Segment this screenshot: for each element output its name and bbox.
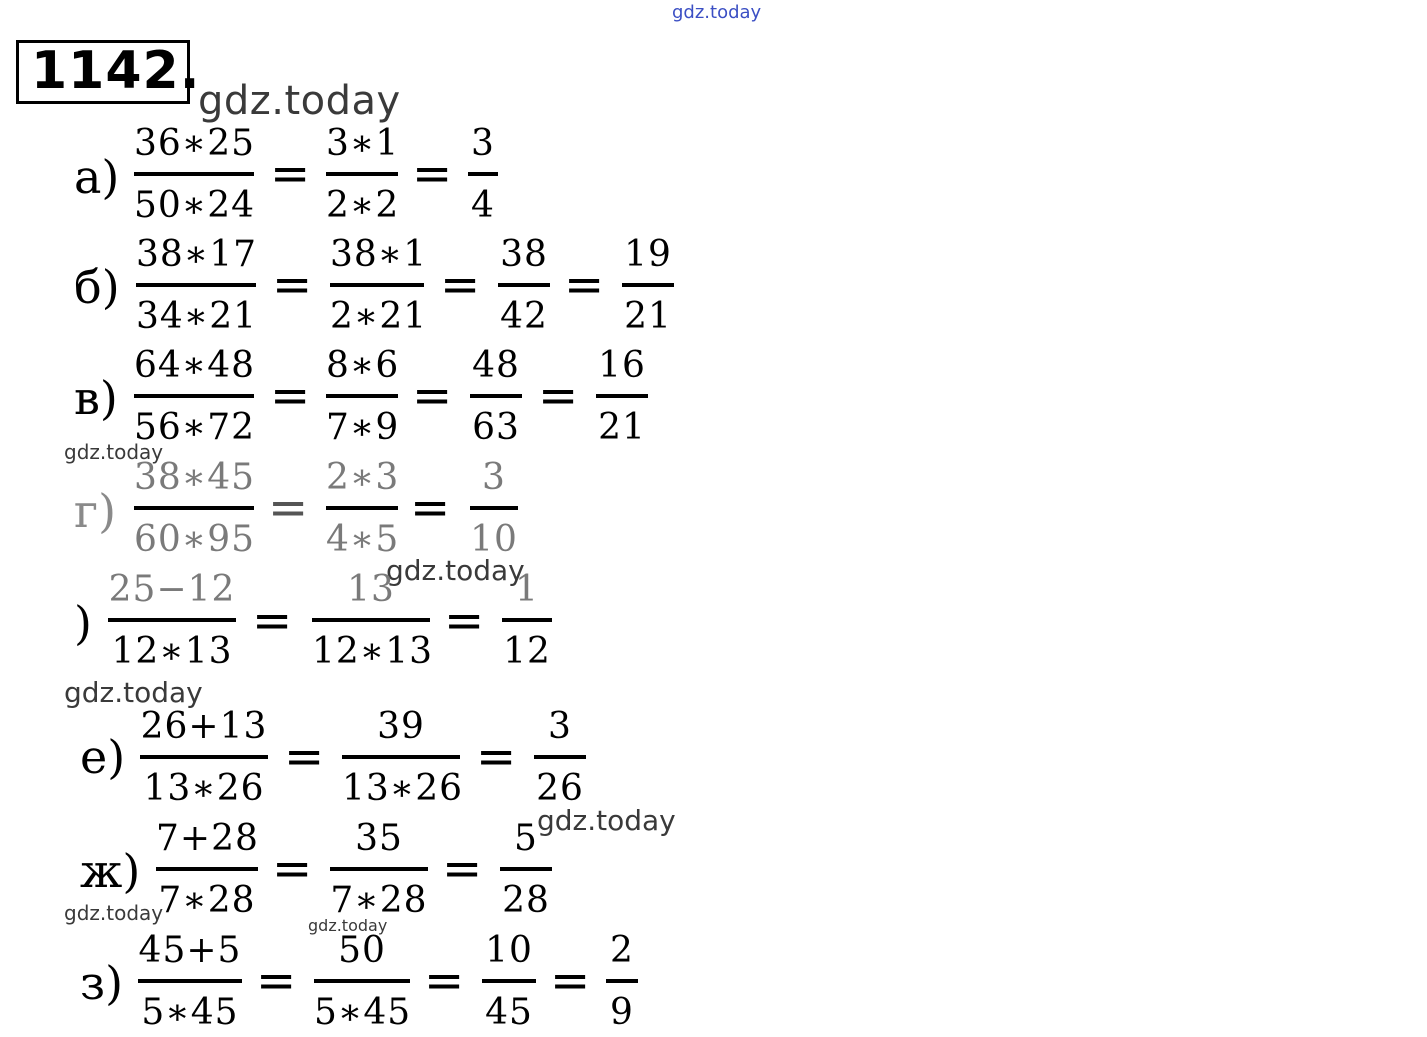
- equals-sign: =: [538, 368, 579, 424]
- denominator: 50∗24: [134, 185, 256, 226]
- fraction-bar: [534, 755, 586, 759]
- denominator: 63: [472, 407, 520, 448]
- equals-sign: =: [272, 841, 313, 897]
- fraction-bar: [138, 979, 242, 983]
- denominator: 4∗5: [326, 519, 400, 560]
- watermark-top: gdz.today: [672, 2, 762, 23]
- row-label: ): [74, 596, 92, 650]
- fraction: [622, 233, 674, 339]
- equals-sign: =: [424, 953, 465, 1009]
- fraction: [314, 929, 410, 1035]
- denominator: 7∗9: [326, 407, 400, 448]
- numerator: 3: [482, 457, 506, 498]
- equals-sign: =: [268, 480, 309, 536]
- numerator: 7+28: [156, 818, 259, 859]
- numerator: 45+5: [138, 930, 242, 971]
- fraction: [326, 122, 398, 228]
- denominator: 28: [502, 880, 550, 921]
- fraction-bar: [326, 394, 398, 398]
- fraction: [502, 568, 552, 674]
- fraction: [326, 456, 398, 562]
- denominator: 12: [503, 631, 551, 672]
- denominator: 5∗45: [141, 992, 239, 1033]
- fraction: [140, 705, 268, 811]
- denominator: 13∗26: [342, 768, 464, 809]
- equals-sign: =: [410, 480, 451, 536]
- denominator: 26: [536, 768, 584, 809]
- fraction: [330, 233, 428, 339]
- numerator: 64∗48: [134, 345, 256, 386]
- equals-sign: =: [440, 257, 481, 313]
- row-label: в): [74, 371, 118, 425]
- row-label: ж): [80, 844, 141, 898]
- watermark-left-2: gdz.today: [64, 676, 203, 709]
- fraction-bar: [330, 867, 428, 871]
- watermark-header: gdz.today: [198, 78, 401, 124]
- fraction-bar: [134, 172, 254, 176]
- fraction-bar: [134, 394, 254, 398]
- watermark-right: gdz.today: [537, 804, 676, 837]
- fraction: [470, 456, 518, 562]
- fraction-bar: [330, 283, 424, 287]
- numerator: 38∗1: [330, 234, 428, 275]
- numerator: 48: [472, 345, 520, 386]
- fraction: [108, 568, 236, 674]
- fraction-bar: [326, 172, 398, 176]
- equals-sign: =: [564, 257, 605, 313]
- fraction: [468, 122, 498, 228]
- equals-sign: =: [272, 257, 313, 313]
- fraction: [326, 344, 398, 450]
- denominator: 45: [485, 992, 533, 1033]
- fraction-bar: [482, 979, 536, 983]
- equals-sign: =: [252, 593, 293, 649]
- numerator: 38∗17: [136, 234, 258, 275]
- equals-sign: =: [550, 953, 591, 1009]
- denominator: 2∗2: [326, 185, 400, 226]
- fraction-bar: [314, 979, 410, 983]
- fraction-bar: [500, 867, 552, 871]
- fraction-bar: [622, 283, 674, 287]
- row-label: б): [74, 260, 120, 314]
- fraction: [500, 817, 552, 923]
- equals-sign: =: [444, 593, 485, 649]
- fraction-bar: [468, 172, 498, 176]
- numerator: 3: [471, 123, 495, 164]
- fraction-bar: [312, 618, 430, 622]
- denominator: 7∗28: [330, 880, 428, 921]
- denominator: 2∗21: [330, 296, 428, 337]
- denominator: 21: [598, 407, 646, 448]
- fraction-bar: [596, 394, 648, 398]
- fraction-bar: [108, 618, 236, 622]
- fraction-bar: [136, 283, 256, 287]
- numerator: 50: [338, 930, 386, 971]
- denominator: 12∗13: [111, 631, 233, 672]
- fraction-bar: [498, 283, 550, 287]
- numerator: 38: [500, 234, 548, 275]
- row-label: з): [80, 956, 124, 1010]
- denominator: 5∗45: [314, 992, 412, 1033]
- equals-sign: =: [256, 953, 297, 1009]
- problem-number: 1142.: [16, 40, 190, 104]
- watermark-middle: gdz.today: [386, 554, 525, 587]
- denominator: 13∗26: [143, 768, 265, 809]
- denominator: 4: [471, 185, 495, 226]
- numerator: 1: [515, 569, 539, 610]
- numerator: 25−12: [108, 569, 236, 610]
- numerator: 19: [624, 234, 672, 275]
- denominator: 21: [624, 296, 672, 337]
- numerator: 39: [377, 706, 425, 747]
- fraction-bar: [606, 979, 638, 983]
- fraction-bar: [470, 394, 522, 398]
- equals-sign: =: [284, 729, 325, 785]
- numerator: 16: [598, 345, 646, 386]
- fraction: [136, 233, 256, 339]
- fraction: [312, 568, 434, 674]
- fraction-bar: [342, 755, 460, 759]
- denominator: 12∗13: [312, 631, 434, 672]
- fraction-bar: [140, 755, 268, 759]
- denominator: 56∗72: [134, 407, 256, 448]
- fraction: [134, 456, 254, 562]
- numerator: 2: [610, 930, 634, 971]
- fraction-bar: [326, 506, 398, 510]
- numerator: 2∗3: [326, 457, 400, 498]
- equals-sign: =: [412, 146, 453, 202]
- numerator: 8∗6: [326, 345, 400, 386]
- numerator: 3: [548, 706, 572, 747]
- denominator: 10: [470, 519, 518, 560]
- numerator: 13: [347, 569, 395, 610]
- fraction-bar: [156, 867, 258, 871]
- fraction: [498, 233, 550, 339]
- denominator: 60∗95: [134, 519, 256, 560]
- fraction: [606, 929, 638, 1035]
- watermark-left-1: gdz.today: [64, 440, 164, 464]
- numerator: 36∗25: [134, 123, 256, 164]
- fraction: [156, 817, 258, 923]
- row-label: г): [74, 484, 117, 538]
- fraction: [534, 705, 586, 811]
- fraction: [342, 705, 464, 811]
- numerator: 38∗45: [134, 457, 256, 498]
- denominator: 34∗21: [136, 296, 258, 337]
- fraction-bar: [502, 618, 552, 622]
- fraction: [138, 929, 242, 1035]
- equals-sign: =: [442, 841, 483, 897]
- row-label: а): [74, 150, 120, 204]
- equals-sign: =: [412, 368, 453, 424]
- denominator: 42: [500, 296, 548, 337]
- numerator: 10: [485, 930, 533, 971]
- equals-sign: =: [270, 146, 311, 202]
- denominator: 7∗28: [158, 880, 256, 921]
- equals-sign: =: [270, 368, 311, 424]
- numerator: 35: [355, 818, 403, 859]
- watermark-left-3: gdz.today: [64, 901, 164, 925]
- fraction-bar: [470, 506, 518, 510]
- numerator: 5: [514, 818, 538, 859]
- watermark-small: gdz.today: [308, 916, 388, 935]
- row-label: е): [80, 730, 126, 784]
- denominator: 9: [610, 992, 634, 1033]
- fraction-bar: [134, 506, 254, 510]
- fraction: [482, 929, 536, 1035]
- fraction: [596, 344, 648, 450]
- equals-sign: =: [476, 729, 517, 785]
- fraction: [470, 344, 522, 450]
- numerator: 3∗1: [326, 123, 400, 164]
- fraction: [330, 817, 428, 923]
- fraction: [134, 344, 254, 450]
- numerator: 26+13: [140, 706, 268, 747]
- fraction: [134, 122, 254, 228]
